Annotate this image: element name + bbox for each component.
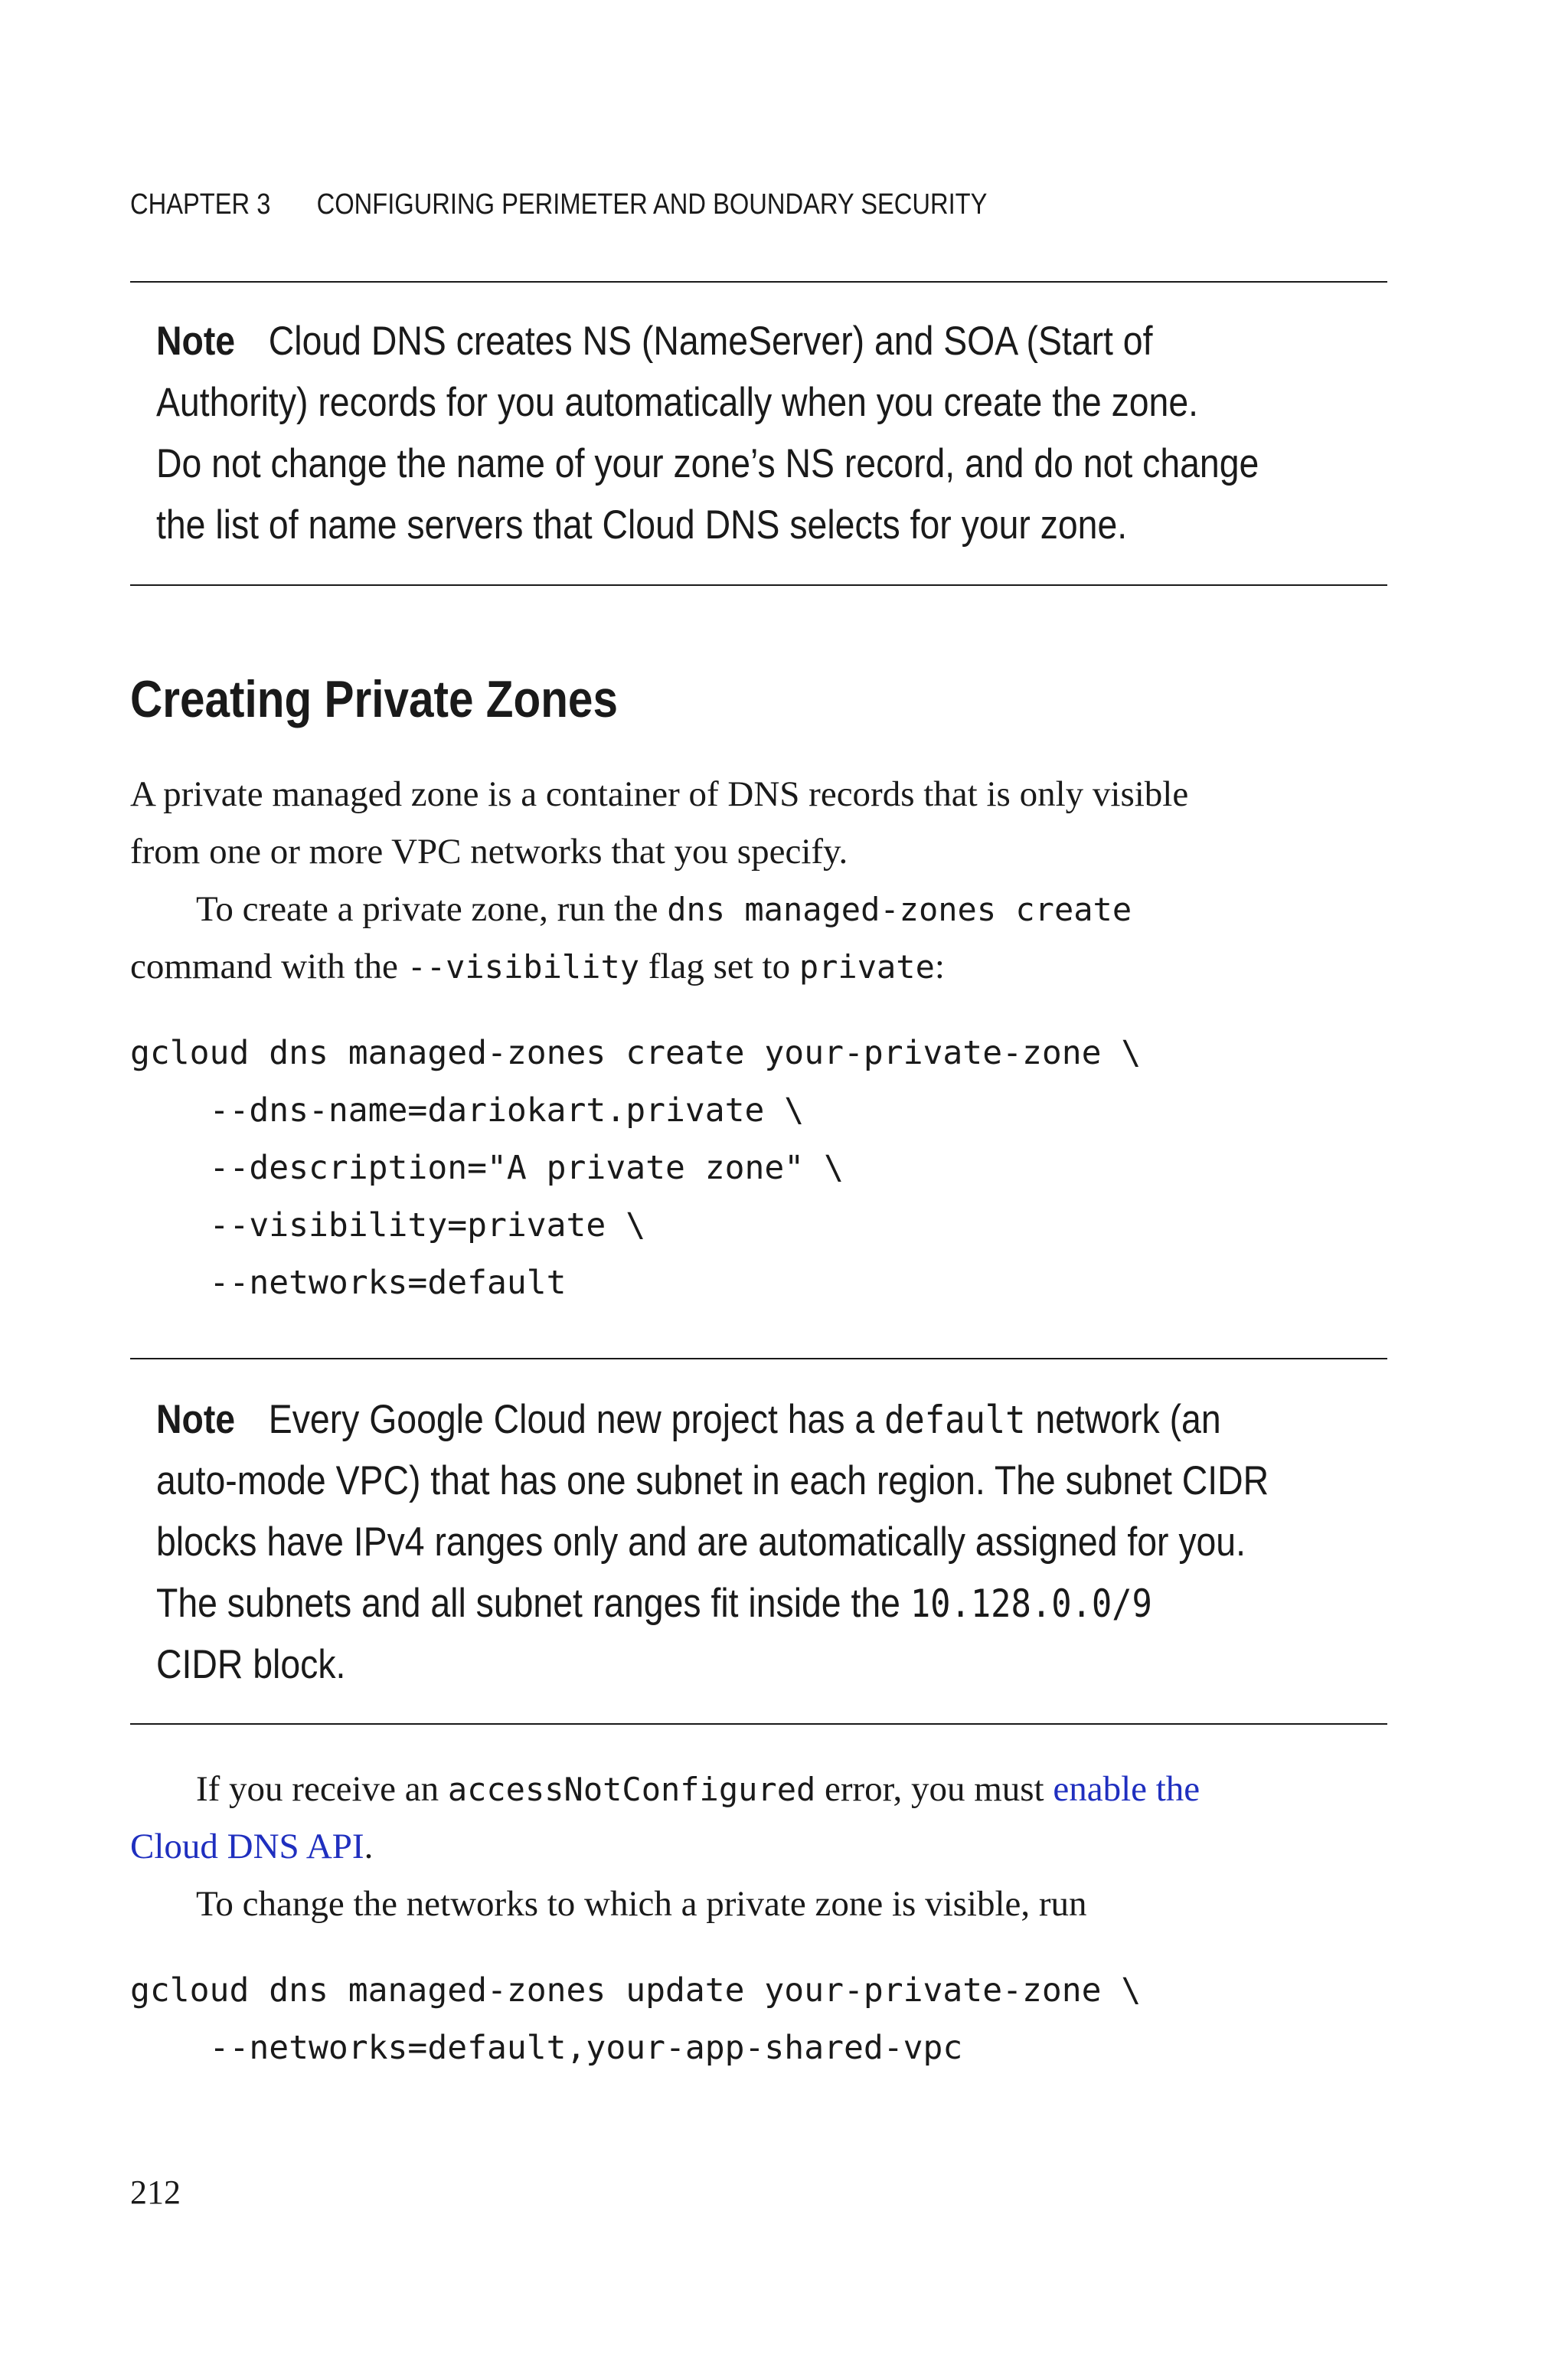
- code-line: --networks=default,your-app-shared-vpc: [130, 2029, 963, 2067]
- paragraph-line: from one or more VPC networks that you specify.: [130, 832, 848, 872]
- paragraph-line: [130, 1761, 1432, 1818]
- chapter-label: CHAPTER 3: [130, 188, 271, 221]
- inline-code: private: [799, 948, 935, 986]
- code-line: gcloud dns managed-zones update your-private-zone \: [130, 1971, 1142, 2010]
- code-line: --dns-name=dariokart.private \: [130, 1091, 805, 1130]
- paragraph-line: [130, 938, 1432, 996]
- text-run: command with the: [130, 947, 407, 986]
- code-line: --description="A private zone" \: [130, 1149, 844, 1187]
- paragraph-line: [130, 1818, 1432, 1876]
- note-text-line: Authority) records for you automatically when you create the zone.: [156, 380, 1199, 425]
- paragraph: [130, 1761, 1432, 1933]
- note-text-line: auto-mode VPC) that has one subnet in each region. The subnet CIDR: [156, 1458, 1269, 1503]
- inline-code: default: [884, 1398, 1026, 1442]
- enable-api-link[interactable]: enable the: [1053, 1769, 1200, 1809]
- note-text-line: Cloud DNS creates NS (NameServer) and SOA (Start of: [268, 319, 1153, 364]
- paragraph: [130, 766, 1432, 996]
- paragraph-line: [130, 881, 1432, 938]
- note-label: Note: [156, 1397, 236, 1442]
- page-number: 212: [130, 2174, 181, 2211]
- code-block: [130, 1962, 1141, 2077]
- text-run: Every Google Cloud new project has a: [268, 1397, 885, 1442]
- note-bottom-rule: [130, 1723, 1387, 1725]
- note-bottom-rule: [130, 584, 1387, 586]
- inline-code: 10.128.0.0/9: [910, 1582, 1152, 1626]
- code-block: [130, 1025, 1141, 1312]
- text-run: The subnets and all subnet ranges fit inside the: [156, 1581, 910, 1626]
- running-head: [130, 188, 987, 221]
- note-text-line: CIDR block.: [156, 1642, 346, 1687]
- code-line: --visibility=private \: [130, 1206, 646, 1245]
- note-box: [156, 1389, 1295, 1696]
- note-box: [156, 311, 1295, 556]
- note-label: Note: [156, 319, 236, 364]
- paragraph-line: A private managed zone is a container of DNS records that is only visible: [130, 774, 1189, 814]
- note-top-rule: [130, 281, 1387, 283]
- inline-code: accessNotConfigured: [447, 1771, 816, 1808]
- code-line: gcloud dns managed-zones create your-private-zone \: [130, 1034, 1142, 1072]
- note-top-rule: [130, 1358, 1387, 1359]
- paragraph-line: To change the networks to which a private zone is visible, run: [196, 1884, 1087, 1924]
- text-run: network (an: [1025, 1397, 1221, 1442]
- text-run: If you receive an: [196, 1769, 448, 1809]
- note-text-line: blocks have IPv4 ranges only and are automatically assigned for you.: [156, 1519, 1246, 1565]
- chapter-title: CONFIGURING PERIMETER AND BOUNDARY SECURITY: [316, 188, 988, 221]
- text-run: To create a private zone, run the: [196, 889, 668, 929]
- note-text-line: the list of name servers that Cloud DNS selects for your zone.: [156, 502, 1128, 548]
- inline-code: dns managed-zones create: [667, 891, 1132, 928]
- section-heading: Creating Private Zones: [130, 670, 618, 728]
- text-run: error, you must: [815, 1769, 1054, 1809]
- code-line: --networks=default: [130, 1264, 567, 1302]
- enable-api-link[interactable]: Cloud DNS API: [130, 1827, 364, 1866]
- note-text-line: Do not change the name of your zone’s NS record, and do not change: [156, 441, 1259, 486]
- text-run: :: [934, 947, 945, 986]
- text-run: flag set to: [639, 947, 799, 986]
- inline-code: --visibility: [407, 948, 640, 986]
- text-run: .: [364, 1827, 374, 1866]
